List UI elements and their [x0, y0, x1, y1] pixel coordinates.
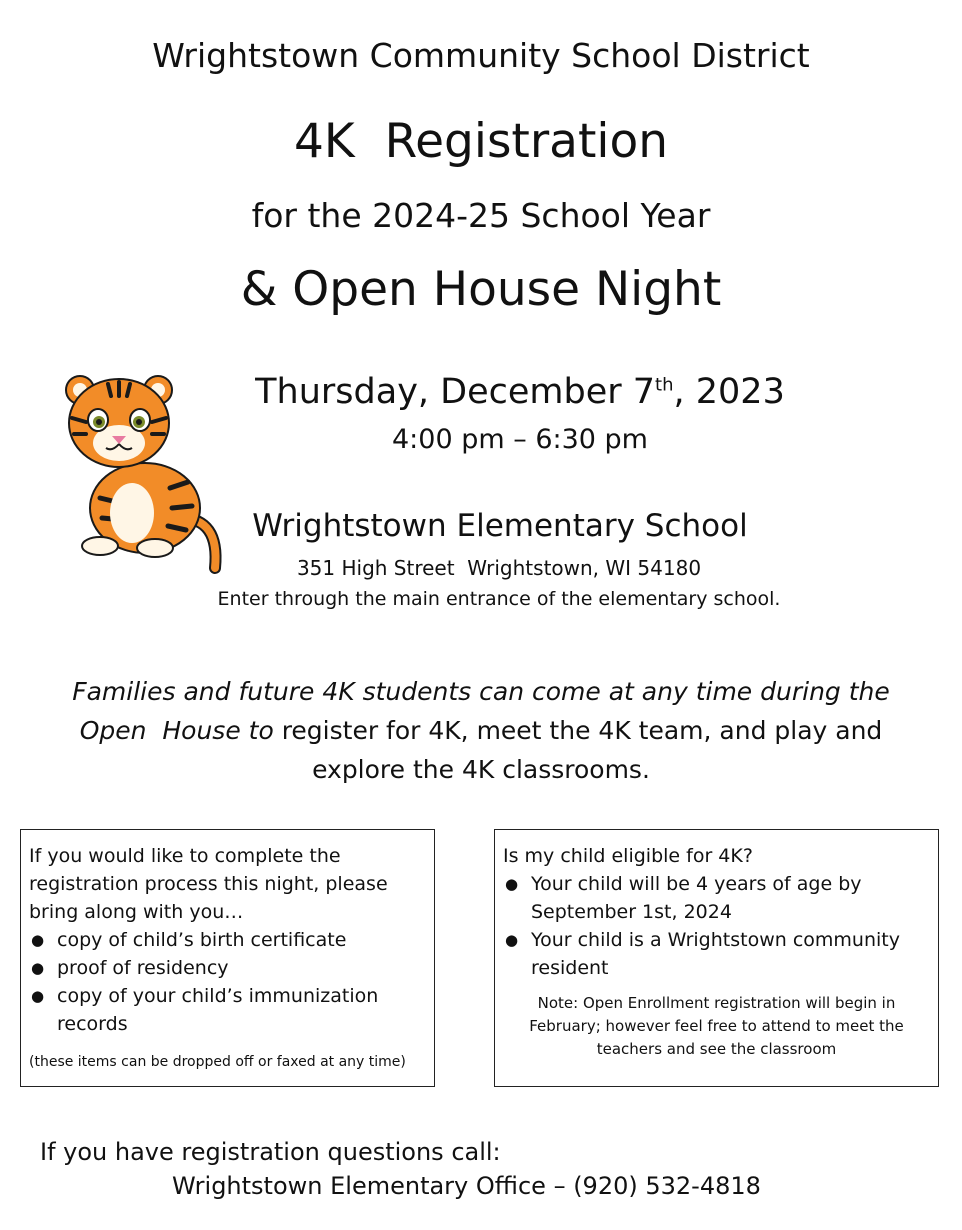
- bring-items-box: [20, 829, 435, 1087]
- open-enrollment-note: Note: Open Enrollment registration will begin in February; however feel free to attend to meet the teachers and see the classroom: [529, 994, 904, 1058]
- school-year-subtitle: for the 2024-25 School Year: [251, 196, 711, 235]
- page-title: 4K Registration: [293, 114, 669, 169]
- list-item: ● Your child will be 4 years of age by September 1st, 2024: [503, 870, 930, 926]
- list-item: ● proof of residency: [29, 954, 426, 982]
- contact-phone: Wrightstown Elementary Office – (920) 532-4818: [172, 1172, 761, 1200]
- entrance-instructions: Enter through the main entrance of the elementary school.: [217, 588, 781, 610]
- families-paragraph: Families and future 4K students can come at any time during the Open House to register for 4K, meet the 4K team, and play and explore the 4K classrooms.: [72, 677, 890, 784]
- open-house-heading: & Open House Night: [240, 262, 722, 317]
- bring-intro: If you would like to complete the registration process this night, please bring along with you…: [29, 845, 388, 923]
- school-address: 351 High Street Wrightstown, WI 54180: [296, 556, 702, 580]
- list-item: ● Your child is a Wrightstown community resident: [503, 926, 930, 982]
- bring-note: (these items can be dropped off or faxed at any time): [29, 1054, 406, 1070]
- eligibility-question: Is my child eligible for 4K?: [503, 845, 753, 867]
- event-date: Thursday, December 7th, 2023: [255, 372, 785, 412]
- event-time: 4:00 pm – 6:30 pm: [392, 424, 648, 455]
- contact-question: If you have registration questions call:: [40, 1138, 501, 1166]
- district-name: Wrightstown Community School District: [152, 36, 810, 75]
- list-item: ● copy of your child’s immunization records: [29, 982, 426, 1038]
- school-name: Wrightstown Elementary School: [252, 508, 748, 544]
- eligibility-box: [494, 829, 939, 1087]
- list-item: ● copy of child’s birth certificate: [29, 926, 426, 954]
